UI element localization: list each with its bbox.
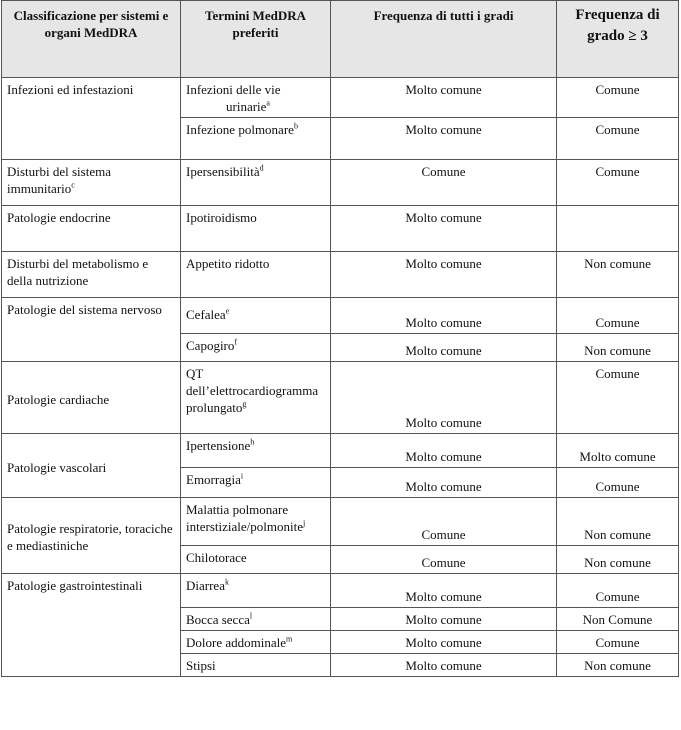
footnote-mark: i xyxy=(240,471,244,481)
term-cell xyxy=(181,252,331,298)
freq-g3-cell: Non comune xyxy=(557,252,679,298)
freq-g3-cell: Non comune xyxy=(557,654,679,677)
header-all-grades: Frequenza di tutti i gradi xyxy=(331,1,557,78)
freq-g3-cell: Comune xyxy=(557,468,679,498)
term-cell xyxy=(181,468,331,498)
term-cell xyxy=(181,574,331,608)
freq-all-cell: Molto comune xyxy=(331,252,557,298)
footnote-mark: m xyxy=(286,634,293,644)
soc-cell: Patologie cardiache xyxy=(2,362,181,434)
term-label: Chilotorace xyxy=(186,550,247,565)
freq-g3-cell: Comune xyxy=(557,78,679,118)
footnote-mark: d xyxy=(259,163,264,173)
soc-cell xyxy=(2,78,181,160)
term-label-cont: urinarie xyxy=(226,99,267,114)
term-label: Diarrea xyxy=(186,578,225,593)
term-label: Bocca secca xyxy=(186,612,250,627)
footnote-mark: j xyxy=(302,518,306,528)
freq-all-cell: Molto comune xyxy=(331,206,557,252)
freq-all-cell: Comune xyxy=(331,546,557,574)
footnote-mark: g xyxy=(242,399,247,409)
term-cell xyxy=(181,434,331,468)
freq-all-cell: Comune xyxy=(331,160,557,206)
term-label: Malattia polmonare interstiziale/polmonite xyxy=(186,502,303,534)
freq-g3-cell: Non comune xyxy=(557,546,679,574)
term-cell xyxy=(181,546,331,574)
term-label: Dolore addominale xyxy=(186,635,286,650)
freq-all-cell: Molto comune xyxy=(331,434,557,468)
freq-g3-cell: Comune xyxy=(557,574,679,608)
freq-g3-cell: Non Comune xyxy=(557,608,679,631)
freq-all-cell: Molto comune xyxy=(331,468,557,498)
freq-g3-cell: Comune xyxy=(557,362,679,434)
term-cell xyxy=(181,498,331,546)
freq-all-cell: Comune xyxy=(331,498,557,546)
term-cell xyxy=(181,631,331,654)
term-label: Stipsi xyxy=(186,658,216,673)
term-cell xyxy=(181,206,331,252)
freq-all-cell: Molto comune xyxy=(331,298,557,334)
freq-all-cell: Molto comune xyxy=(331,118,557,160)
footnote-mark: f xyxy=(234,337,238,347)
header-row xyxy=(2,1,679,78)
term-label: Capogiro xyxy=(186,338,235,353)
soc-cell: Patologie endocrine xyxy=(2,206,181,252)
term-label: Infezione polmonare xyxy=(186,122,294,137)
freq-all-cell: Molto comune xyxy=(331,362,557,434)
term-cell xyxy=(181,160,331,206)
table-row xyxy=(2,252,679,298)
soc-cell: Patologie respiratorie, toraciche e mediastiniche xyxy=(2,498,181,574)
term-cell xyxy=(181,298,331,334)
term-cell xyxy=(181,654,331,677)
freq-g3-cell: Comune xyxy=(557,118,679,160)
footnote-mark: k xyxy=(224,577,229,587)
term-label: Appetito ridotto xyxy=(186,256,270,271)
footnote-mark: l xyxy=(249,611,253,621)
term-cell xyxy=(181,362,331,434)
footnote-mark: h xyxy=(250,437,255,447)
soc-cell xyxy=(2,160,181,206)
freq-all-cell: Molto comune xyxy=(331,608,557,631)
term-label: Ipertensione xyxy=(186,438,251,453)
header-soc: Classificazione per sistemi e organi MedDRA xyxy=(2,1,181,78)
term-label: Infezioni delle vie xyxy=(186,82,281,97)
term-label: QT dell’elettrocardiogramma prolungato xyxy=(186,366,319,415)
table-row xyxy=(2,362,679,434)
freq-all-cell: Molto comune xyxy=(331,631,557,654)
freq-g3-cell: Comune xyxy=(557,631,679,654)
freq-g3-cell: Molto comune xyxy=(557,434,679,468)
term-cell xyxy=(181,334,331,362)
header-grade3: Frequenza di grado ≥ 3 xyxy=(557,1,679,78)
table-row xyxy=(2,160,679,206)
term-label: Emorragia xyxy=(186,472,241,487)
soc-cell: Patologie del sistema nervoso xyxy=(2,298,181,362)
freq-g3-cell xyxy=(557,206,679,252)
table-row xyxy=(2,298,679,334)
footnote-mark: b xyxy=(293,121,298,131)
term-label: Ipotiroidismo xyxy=(186,210,257,225)
freq-all-cell: Molto comune xyxy=(331,334,557,362)
freq-g3-cell: Non comune xyxy=(557,498,679,546)
freq-g3-cell: Comune xyxy=(557,298,679,334)
soc-label: Disturbi del sistema immunitario xyxy=(7,164,111,196)
term-label: Cefalea xyxy=(186,307,226,322)
table-row xyxy=(2,78,679,118)
term-cell xyxy=(181,78,331,118)
table-row xyxy=(2,434,679,468)
footnote-mark: a xyxy=(266,98,270,108)
soc-cell: Patologie vascolari xyxy=(2,434,181,498)
soc-cell: Disturbi del metabolismo e della nutrizione xyxy=(2,252,181,298)
table-row xyxy=(2,574,679,608)
term-cell xyxy=(181,608,331,631)
footnote-mark: e xyxy=(225,306,230,316)
soc-cell: Patologie gastrointestinali xyxy=(2,574,181,677)
freq-all-cell: Molto comune xyxy=(331,78,557,118)
term-label: Ipersensibilità xyxy=(186,164,260,179)
freq-g3-cell: Comune xyxy=(557,160,679,206)
table-row xyxy=(2,498,679,546)
footnote-mark: c xyxy=(71,180,75,190)
freq-g3-cell: Non comune xyxy=(557,334,679,362)
freq-all-cell: Molto comune xyxy=(331,654,557,677)
header-term: Termini MedDRA preferiti xyxy=(181,1,331,78)
term-cell xyxy=(181,118,331,160)
adverse-reactions-table xyxy=(1,0,679,677)
table-row xyxy=(2,206,679,252)
freq-all-cell: Molto comune xyxy=(331,574,557,608)
soc-label: Infezioni ed infestazioni xyxy=(7,82,134,97)
